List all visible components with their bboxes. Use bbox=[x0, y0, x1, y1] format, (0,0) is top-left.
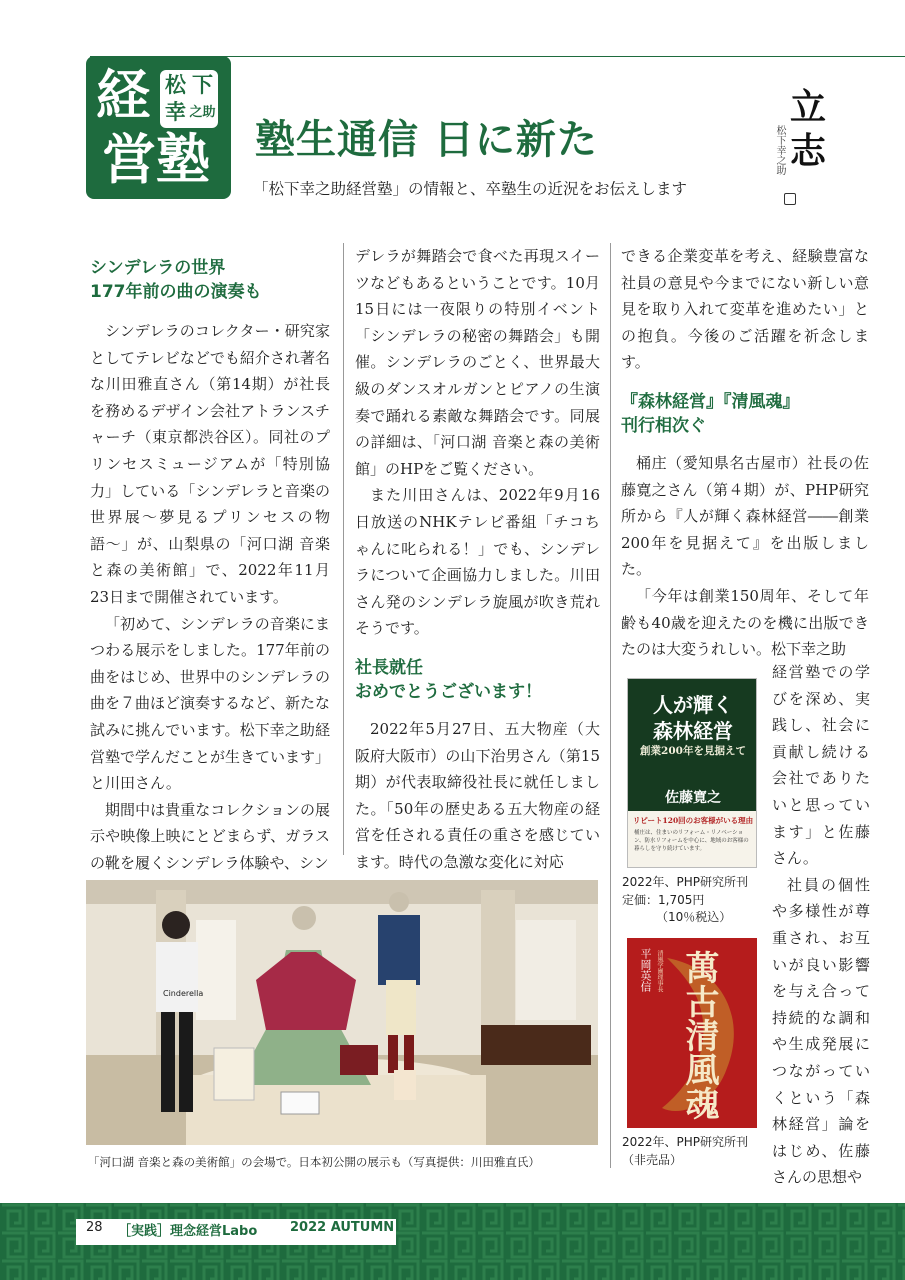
heading-line: 177年前の曲の演奏も bbox=[90, 282, 262, 302]
footer-band bbox=[0, 1203, 905, 1280]
caption-line: 2022年、PHP研究所刊 bbox=[622, 875, 749, 889]
paragraph: また川田さんは、2022年9月16日放送のNHKテレビ番組「チコちゃんに叱られる！」でも、シンデレラについて企画協力しました。川田さん発のシンデレラ旋風が吹き荒れそうです。 bbox=[355, 486, 600, 638]
column-3 bbox=[621, 243, 869, 663]
logo-mini-char: 松 bbox=[165, 73, 186, 97]
column-rule bbox=[343, 243, 344, 855]
photo-caption: 「河口湖 音楽と森の美術館」の会場で。日本初公開の展示も（写真提供：川田雅直氏） bbox=[88, 1155, 540, 1169]
column-1 bbox=[90, 256, 330, 876]
calligraphy-risshi bbox=[772, 85, 842, 215]
shirt-text: Cinderella bbox=[163, 989, 204, 998]
column-3-narrow bbox=[772, 659, 870, 1191]
heading-line: 『森林経営』『清風魂』 bbox=[621, 391, 800, 412]
exhibition-photo-illustration bbox=[86, 880, 598, 1145]
page-subtitle: 「松下幸之助経営塾」の情報と、卒塾生の近況をお伝えします bbox=[253, 180, 688, 198]
paragraph: 2022年5月27日、五大物産（大阪府大阪市）の山下治男さん（第15期）が代表取締役社長に就任しました。「50年の歴史ある五大物産の経営を任される責任の重さを感じています。時代の急激な変化に対応 bbox=[355, 719, 600, 871]
book-author: 佐藤寛之 bbox=[665, 790, 721, 806]
article-books-heading bbox=[621, 390, 869, 438]
book-subtitle: 創業200年を見据えて bbox=[640, 745, 746, 757]
page-title: 塾生通信 日に新た bbox=[255, 117, 598, 163]
book-title-line: 人が輝く bbox=[653, 693, 733, 717]
paragraph: 経営塾での学びを深め、実践し、社会に貢献し続ける会社でありたいと思っています」と佐藤さん。 bbox=[772, 663, 870, 868]
book-title-line: 森林経営 bbox=[653, 719, 733, 743]
paragraph: デレラが舞踏会で食べた再現スイーツなどもあるということです。10月15日には一夜限りの特別イベント「シンデレラの秘密の舞踏会」も開催。シンデレラのごとく、世界最大級のダンスオルガンとピアノの生演奏で踊れる素敵な舞踏会です。同展の詳細は、「河口湖 音楽と森の美術館」のHPをご覧ください。 bbox=[355, 247, 600, 478]
paragraph: 「初めて、シンデレラの音楽にまつわる展示をしました。177年前の曲をはじめ、世界中のシンデレラの曲を７曲ほど演奏するなど、新たな試みに挑んでいます。松下幸之助経営塾で学んだことが生きています」と川田さん。 bbox=[90, 614, 331, 793]
seal-stamp bbox=[784, 193, 796, 205]
logo-mini-char: 之助 bbox=[189, 105, 216, 120]
caption-line: （10％税込） bbox=[656, 910, 732, 924]
caption-line: 定価：1,705円 bbox=[622, 892, 705, 907]
book-author-note: 清風学園理事長 bbox=[656, 950, 663, 992]
paragraph: 社員の個性や多様性が尊重され、お互いが良い影響を与え合って持続的な調和や生成発展につながっていくという「森林経営」論をはじめ、佐藤さんの思想や bbox=[772, 875, 870, 1187]
paragraph: 期間中は貴重なコレクションの展示や映像上映にとどまらず、ガラスの靴を履くシンデレラ体験や、シン bbox=[90, 800, 330, 872]
book-cover-seifudamashii bbox=[627, 938, 757, 1128]
book1-caption bbox=[622, 874, 748, 927]
logo-mini-char: 幸 bbox=[165, 100, 186, 124]
paragraph: シンデレラのコレクター・研究家としてテレビなどでも紹介され著名な川田雅直さん（第14期）が社長を務めるデザイン会社アトランスチャーチ（東京都渋谷区）。同社のプリンセスミュージアムが「特別協力」している「シンデレラと音楽の世界展〜夢見るプリンセスの物語〜」が、山梨県の「河口湖 音楽と森の美術館」で、2022年11月23日まで開催されています。 bbox=[90, 322, 330, 606]
logo-char-eijuku: 営塾 bbox=[102, 128, 210, 191]
book-title: 萬古清風魂 bbox=[679, 950, 719, 1120]
article-cinderella-heading bbox=[90, 256, 330, 304]
column-rule bbox=[610, 243, 611, 1168]
book-obi-band bbox=[628, 811, 757, 868]
calligraphy-text: 立志 bbox=[790, 86, 827, 172]
column-2 bbox=[355, 243, 600, 875]
exhibition-photo bbox=[86, 880, 598, 1145]
caption-line: （非売品） bbox=[622, 1152, 683, 1167]
book-cover-shinrin-keiei bbox=[627, 678, 757, 868]
logo-char-kei: 経 bbox=[96, 64, 150, 127]
heading-line: 刊行相次ぐ bbox=[621, 415, 706, 436]
logo-matsushita-mark bbox=[160, 70, 218, 128]
book2-caption bbox=[622, 1134, 748, 1169]
issue-label: 2022 AUTUMN bbox=[290, 1220, 395, 1235]
article-president-heading bbox=[355, 656, 600, 704]
paragraph: 「今年は創業150周年、そして年齢も40歳を迎えたのを機に出版できたのは大変うれしい。松下幸之助 bbox=[621, 586, 869, 659]
caption-line: 2022年、PHP研究所刊 bbox=[622, 1135, 749, 1149]
page-number: 28 bbox=[86, 1220, 103, 1235]
heading-line: 社長就任 bbox=[355, 657, 423, 678]
book-author: 平岡英信 bbox=[639, 948, 652, 992]
paragraph: 桶庄（愛知県名古屋市）社長の佐藤寛之さん（第４期）が、PHP研究所から『人が輝く森林経営――創業200年を見据えて』を出版しました。 bbox=[621, 453, 869, 579]
paragraph: できる企業変革を考え、経験豊富な社員の意見や今までにない新しい意見を取り入れて変革を進めたい」との抱負。今後のご活躍を祈念します。 bbox=[621, 247, 869, 372]
keiei-juku-logo bbox=[86, 56, 231, 199]
heading-line: おめでとうございます！ bbox=[355, 681, 542, 702]
journal-name: ［実践］理念経営Labo bbox=[118, 1224, 258, 1239]
calligraphy-signature: 松下幸之助 bbox=[774, 125, 785, 175]
heading-line: シンデレラの世界 bbox=[90, 258, 226, 278]
band-text: 桶庄は、住まいのリフォーム・リノベーション、防水リフォームを中心に、地域のお客様の暮らしを守り続けています。 bbox=[634, 830, 749, 852]
band-headline: リピート120回のお客様がいる理由 bbox=[632, 816, 754, 825]
logo-mini-char: 下 bbox=[192, 73, 213, 97]
